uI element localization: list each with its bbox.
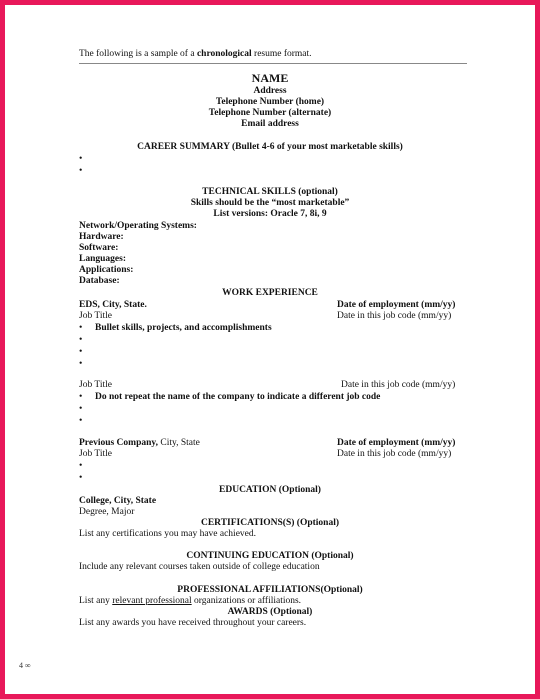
job1-bullet-4: • [79, 359, 83, 369]
education-school: College, City, State [79, 496, 157, 506]
technical-sub1: Skills should be the “most marketable” [190, 198, 350, 208]
continuing-heading: CONTINUING EDUCATION (Optional) [186, 551, 354, 561]
address-line: Address [253, 86, 287, 96]
certifications-text: List any certifications you may have achieved. [79, 529, 257, 539]
certifications-heading: CERTIFICATIONS(S) (Optional) [200, 518, 340, 528]
professional-heading: PROFESSIONAL AFFILIATIONS(Optional) [177, 585, 363, 595]
awards-heading: AWARDS (Optional) [227, 607, 313, 617]
career-heading: CAREER SUMMARY (Bullet 4-6 of your most marketable skills) [137, 142, 403, 152]
name-heading: NAME [251, 71, 289, 85]
tech-label-languages: Languages: [79, 254, 126, 264]
job2-note: Do not repeat the name of the company to indicate a different job code [95, 392, 381, 402]
job3-company-bold: Previous Company, [79, 438, 159, 448]
job1-company: EDS, City, State. [79, 300, 147, 310]
job1-bullet-2: • [79, 335, 83, 345]
education-heading: EDUCATION (Optional) [219, 485, 321, 495]
professional-pre: List any [79, 596, 113, 606]
technical-heading: TECHNICAL SKILLS (optional) [202, 187, 338, 197]
resume-page [5, 5, 535, 694]
job2-bullet-3: • [79, 416, 83, 426]
job3-company-rest: City, State [158, 438, 200, 448]
intro-pre: The following is a sample of a [79, 49, 197, 59]
job1-bullet-text: Bullet skills, projects, and accomplishments [95, 323, 272, 333]
job2-title: Job Title [79, 380, 113, 390]
tech-label-database: Database: [79, 276, 120, 286]
divider [79, 63, 467, 64]
job3-bullet-2: • [79, 473, 83, 483]
job1-bullet-3: • [79, 347, 83, 357]
email-line: Email address [241, 119, 299, 129]
job1-bullet-1: • [79, 323, 83, 333]
career-bullet-2: • [79, 166, 83, 176]
intro-post: resume format. [251, 49, 312, 59]
tech-label-network: Network/Operating Systems: [79, 221, 197, 231]
job1-title: Job Title [79, 311, 113, 321]
job1-date-code: Date in this job code (mm/yy) [337, 311, 452, 321]
phone-alt-line: Telephone Number (alternate) [208, 108, 332, 118]
phone-home-line: Telephone Number (home) [215, 97, 325, 107]
intro-line [79, 49, 312, 60]
technical-sub2: List versions: Oracle 7, 8i, 9 [213, 209, 327, 219]
job2-bullet-1: • [79, 392, 83, 402]
job2-date-code: Date in this job code (mm/yy) [341, 380, 456, 390]
professional-text [79, 596, 301, 607]
job2-bullet-2: • [79, 404, 83, 414]
page-footer: 4 ∞ [19, 661, 31, 670]
tech-label-software: Software: [79, 243, 119, 253]
work-heading: WORK EXPERIENCE [222, 288, 318, 298]
professional-link[interactable]: relevant professional [112, 596, 192, 606]
job3-date-label: Date of employment (mm/yy) [337, 438, 456, 448]
job3-title: Job Title [79, 449, 113, 459]
education-degree: Degree, Major [79, 507, 135, 517]
professional-post: organizations or affiliations. [191, 596, 302, 606]
intro-bold: chronological [196, 49, 252, 59]
job3-bullet-1: • [79, 461, 83, 471]
tech-label-applications: Applications: [79, 265, 134, 275]
tech-label-hardware: Hardware: [79, 232, 124, 242]
career-bullet-1: • [79, 154, 83, 164]
continuing-text: Include any relevant courses taken outside of college education [79, 562, 320, 572]
awards-text: List any awards you have received throughout your careers. [79, 618, 307, 628]
job3-date-code: Date in this job code (mm/yy) [337, 449, 452, 459]
job3-company [79, 438, 200, 449]
job1-date-label: Date of employment (mm/yy) [337, 300, 456, 310]
